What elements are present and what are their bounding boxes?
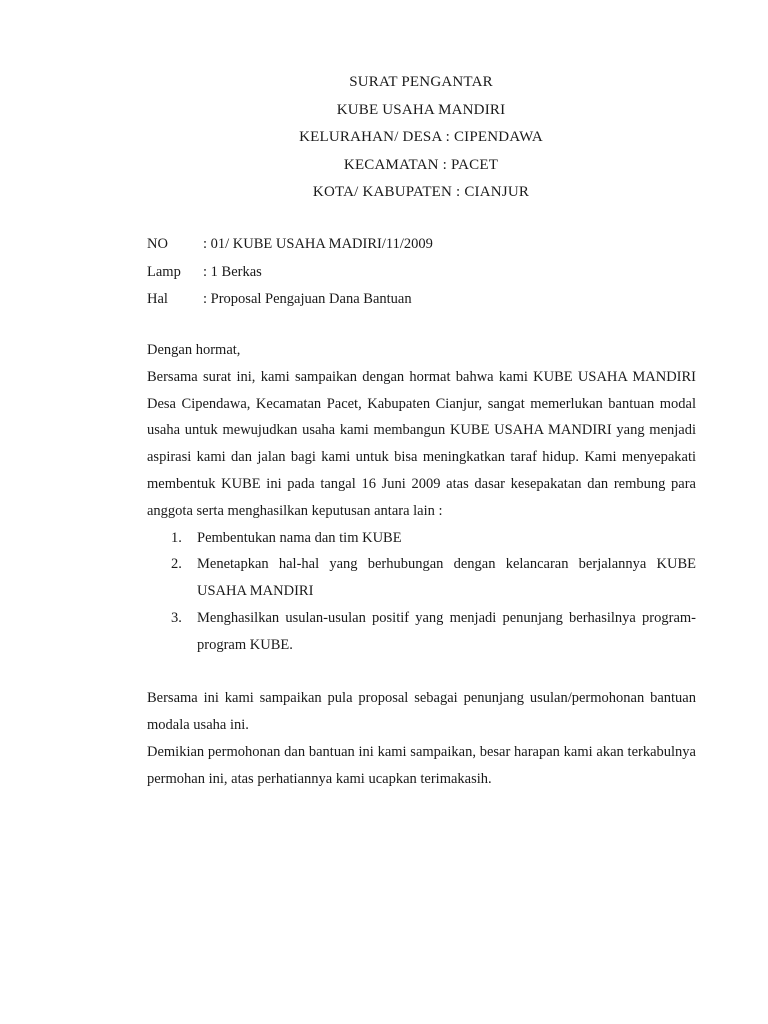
paragraph-closing: Demikian permohonan dan bantuan ini kami sampaikan, besar harapan kami akan terkabulnya permohan ini, atas perhatiannya kami ucapkan terimakasih. (147, 743, 696, 787)
list-item-text: Pembentukan nama dan tim KUBE (197, 529, 402, 546)
meta-attachment-value: : 1 Berkas (203, 263, 262, 280)
meta-number-label: NO (147, 236, 168, 252)
header-organization: KUBE USAHA MANDIRI (336, 101, 506, 118)
meta-attachment-label: Lamp (147, 263, 181, 280)
list-item-number: 2. (171, 556, 182, 573)
list-item-text: Menghasilkan usulan-usulan positif yang menjadi penunjang berhasilnya program-program KUBE. (197, 609, 696, 653)
list-item (171, 605, 696, 659)
letter-meta (147, 231, 697, 314)
list-item-text: Menetapkan hal-hal yang berhubungan dengan kelancaran berjalannya KUBE USAHA MANDIRI (197, 556, 696, 600)
decision-list (171, 525, 696, 659)
letter-header (0, 69, 768, 207)
list-item (171, 525, 696, 552)
letter-body (147, 337, 696, 793)
meta-subject-value: : Proposal Pengajuan Dana Bantuan (203, 291, 412, 307)
meta-row-number (147, 231, 697, 259)
meta-row-subject (147, 286, 697, 314)
paragraph-proposal: Bersama ini kami sampaikan pula proposal sebagai penunjang usulan/permohonan bantuan modala usaha ini. (147, 690, 696, 734)
header-regency: KOTA/ KABUPATEN : CIANJUR (312, 184, 530, 200)
meta-number-value: : 01/ KUBE USAHA MADIRI/11/2009 (203, 236, 433, 252)
list-item-number: 1. (171, 529, 182, 546)
header-district: KECAMATAN : PACET (343, 156, 499, 173)
header-title: SURAT PENGANTAR (349, 74, 493, 90)
greeting: Dengan hormat, (147, 342, 241, 358)
meta-row-attachment (147, 259, 697, 287)
meta-subject-label: Hal (147, 291, 168, 307)
paragraph-intro: Bersama surat ini, kami sampaikan dengan hormat bahwa kami KUBE USAHA MANDIRI Desa Cipendawa, Kecamatan Pacet, Kabupaten Cianjur, sangat memerlukan bantuan modal usaha untuk mewujudkan usaha kami membangun KUBE USAHA MANDIRI yang menjadi aspirasi kami dan jalan bagi kami untuk bisa meningkatkan taraf hidup. Kami menyepakati membentuk KUBE ini pada tangal 16 Juni 2009 atas dasar kesepakatan dan rembung para anggota serta menghasilkan keputusan antara lain : (147, 368, 696, 519)
list-item-number: 3. (171, 609, 182, 626)
paragraph-spacer (147, 659, 696, 686)
header-village: KELURAHAN/ DESA : CIPENDAWA (299, 129, 543, 145)
list-item (171, 551, 696, 605)
